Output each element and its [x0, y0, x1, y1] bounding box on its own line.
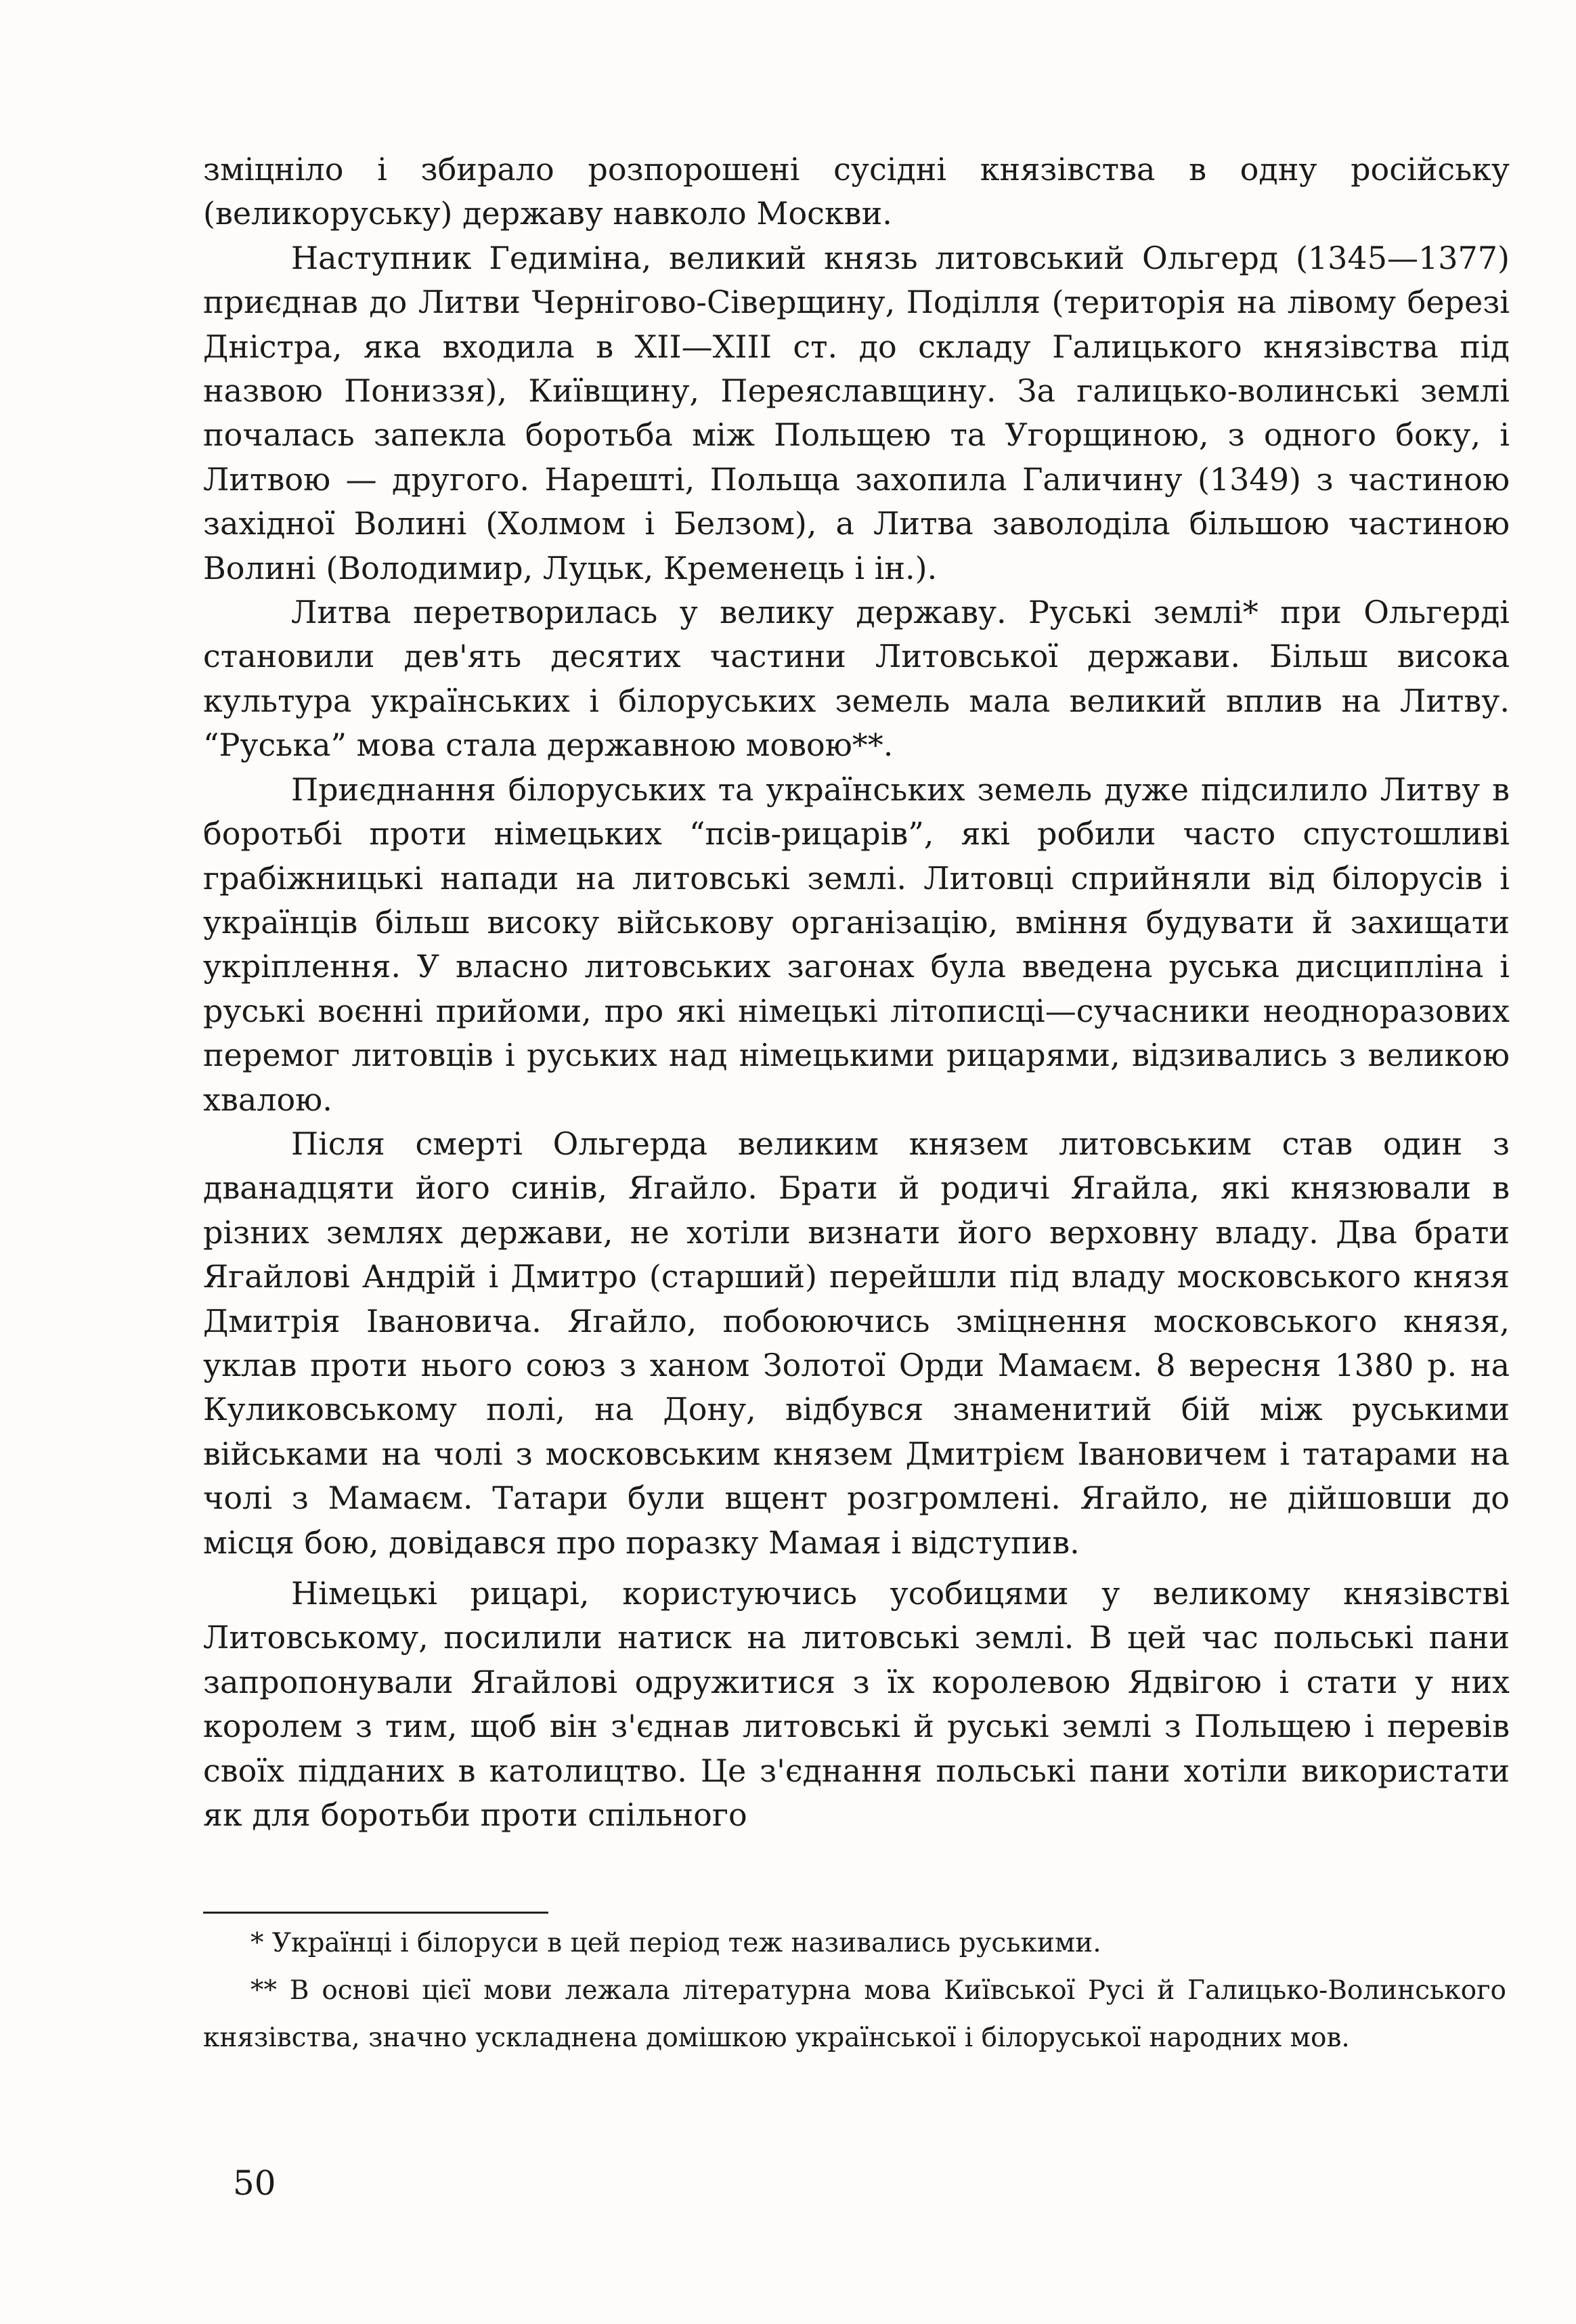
footnotes [203, 1920, 1506, 2062]
footnote-separator [203, 1912, 548, 1914]
paragraph-annexation: Приєднання білоруських та українських земель дуже підсилило Литву в боротьбі проти німецьких “псів-рицарів”, які робили часто спустошливі грабіжницькі напади на литовські землі. Литовці сприйняли від білорусів і українців більш високу військову організацію, вміння будувати й захищати укріплення. У власно литовських загонах була введена руська дисципліна і руські воєнні прийоми, про які німецькі літописці—сучасники неодноразових перемог литовців і руських над німецькими рицарями, відзивались з великою хвалою. [203, 771, 1510, 1118]
footnote-1: * Українці і білоруси в цей період теж називались руськими. [250, 1928, 1101, 1958]
paragraph-lithuania-state: Литва перетворилась у велику державу. Руські землі* при Ольгерді становили дев'ять десятих частини Литовської держави. Більш висока культура українських і білоруських земель мала великий вплив на Литву. “Руська” мова стала державною мовою**. [203, 594, 1510, 764]
paragraph-olgerd: Наступник Гедиміна, великий князь литовський Ольгерд (1345—1377) приєднав до Литви Чернігово-Сіверщину, Поділля (територія на лівому березі Дністра, яка входила в XII—XIII ст. до складу Галицького князівства під назвою Пониззя), Київщину, Переяславщину. За галицько-волинські землі почалась запекла боротьба між Польщею та Угорщиною, з одного боку, і Литвою — другого. Нарешті, Польща захопила Галичину (1349) з частиною західної Волині (Холмом і Белзом), а Литва заволоділа більшою частиною Волині (Володимир, Луцьк, Кременець і ін.). [203, 239, 1510, 586]
paragraph-teutonic-knights: Німецькі рицарі, користуючись усобицями у великому князівстві Литовському, посилили натиск на литовські землі. В цей час польські пани запропонували Ягайлові одружитися з їх королевою Ядвігою і стати у них королем з тим, щоб він з'єднав литовські й руські землі з Польщею і перевів своїх підданих в католицтво. Це з'єднання польські пани хотіли використати як для боротьби проти спільного [203, 1575, 1510, 1834]
footnote-2: ** В основі цієї мови лежала літературна мова Київської Русі й Галицько-Волинського князівства, значно ускладнена домішкою української і білоруської народних мов. [203, 1975, 1506, 2053]
main-text [203, 148, 1510, 1837]
paragraph-continuation: зміцніло і збирало розпорошені сусідні князівства в одну російську (великоруську) державу навколо Москви. [203, 151, 1510, 232]
paragraph-jagiello: Після смерті Ольгерда великим князем литовським став один з дванадцяти його синів, Ягайло. Брати й родичі Ягайла, які князювали в різних землях держави, не хотіли визнати його верховну владу. Два брати Ягайлові Андрій і Дмитро (старший) перейшли під владу московського князя Дмитрія Івановича. Ягайло, побоюючись зміцнення московського князя, уклав проти нього союз з ханом Золотої Орди Мамаєм. 8 вересня 1380 р. на Куликовському полі, на Дону, відбувся знаменитий бій між руськими військами на чолі з московським князем Дмитрієм Івановичем і татарами на чолі з Мамаєм. Татари були вщент розгромлені. Ягайло, не дійшовши до місця бою, довідався про поразку Мамая і відступив. [203, 1125, 1510, 1561]
page-number: 50 [233, 2164, 276, 2203]
